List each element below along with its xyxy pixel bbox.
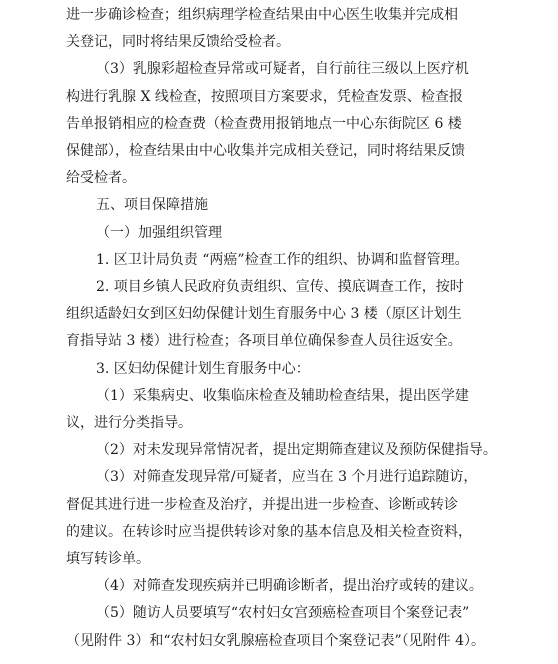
- text-line-17-content: （2）对未发现异常情况者，提出定期筛查建议及预防保健指导。: [96, 442, 497, 459]
- text-line-12: [0, 305, 558, 323]
- text-line-24-content: （见附件 3）和“农村妇女乳腺癌检查项目个案登记表”（见附件 4）。: [66, 632, 486, 649]
- text-line-16-content: 议，进行分类指导。: [66, 415, 192, 431]
- text-line-5-content: 告单报销相应的检查费（检查费用报销地点一中心东街院区 6 楼: [66, 115, 462, 132]
- text-line-13: [0, 332, 558, 350]
- text-line-21: [0, 550, 558, 568]
- text-line-14: [0, 360, 558, 378]
- text-line-24: [0, 632, 558, 650]
- subsection-heading: [0, 224, 558, 242]
- text-line-2: [0, 33, 558, 51]
- text-line-21-content: 填写转诊单。: [66, 551, 150, 567]
- text-line-3-content: （3）乳腺彩超检查异常或可疑者，自行前往三级以上医疗机: [96, 61, 469, 78]
- subsection-heading-text: （一）加强组织管理: [96, 224, 222, 241]
- text-line-16: [0, 414, 558, 432]
- text-line-4: [0, 88, 558, 106]
- text-line-10-content: 1. 区卫计局负责 “两癌”检查工作的组织、协调和监督管理。: [96, 251, 469, 268]
- text-line-7: [0, 169, 558, 187]
- text-line-2-content: 关登记，同时将结果反馈给受检者。: [66, 34, 290, 51]
- text-line-18: [0, 468, 558, 486]
- text-line-13-content: 育指导站 3 楼）进行检查；各项目单位确保参查人员往返安全。: [66, 333, 462, 350]
- section-heading-text: 五、项目保障措施: [96, 197, 208, 214]
- text-line-22: [0, 577, 558, 595]
- text-line-12-content: 组织适龄妇女到区妇幼保健计划生育服务中心 3 楼（原区计划生: [66, 306, 462, 323]
- text-line-18-content: （3）对筛查发现异常/可疑者，应当在 3 个月进行追踪随访，: [96, 469, 478, 486]
- text-line-10: [0, 251, 558, 269]
- text-line-19: [0, 496, 558, 514]
- text-line-19-content: 督促其进行进一步检查及治疗，并提出进一步检查、诊断或转诊: [66, 496, 458, 513]
- text-line-23: [0, 604, 558, 622]
- text-line-22-content: （4）对筛查发现疾病并已明确诊断者，提出治疗或转的建议。: [96, 578, 483, 595]
- text-line-11-content: 2. 项目乡镇人民政府负责组织、宣传、摸底调查工作，按时: [96, 279, 464, 295]
- text-line-20: [0, 523, 558, 541]
- text-line-14-content: 3. 区妇幼保健计划生育服务中心：: [96, 360, 310, 377]
- text-line-6: [0, 142, 558, 160]
- text-line-17: [0, 441, 558, 459]
- text-line-4-content: 构进行乳腺 X 线检查，按照项目方案要求，凭检查发票、检查报: [66, 88, 463, 105]
- text-line-3: [0, 60, 558, 78]
- text-line-15: [0, 387, 558, 405]
- text-line-5: [0, 115, 558, 133]
- text-line-20-content: 的建议。在转诊时应当提供转诊对象的基本信息及相关检查资料，: [66, 523, 472, 540]
- text-line-11: [0, 278, 558, 296]
- text-line-15-content: （1）采集病史、收集临床检查及辅助检查结果，提出医学建: [96, 387, 469, 404]
- text-line-7-content: 给受检者。: [66, 170, 136, 187]
- text-line-1: [0, 6, 558, 24]
- text-line-1-content: 进一步确诊检查；组织病理学检查结果由中心医生收集并完成相: [66, 7, 458, 23]
- section-heading: [0, 196, 558, 214]
- text-line-23-content: （5）随访人员要填写“农村妇女宫颈癌检查项目个案登记表”: [96, 605, 470, 622]
- text-line-6-content: 保健部），检查结果由中心收集并完成相关登记，同时将结果反馈: [66, 143, 465, 159]
